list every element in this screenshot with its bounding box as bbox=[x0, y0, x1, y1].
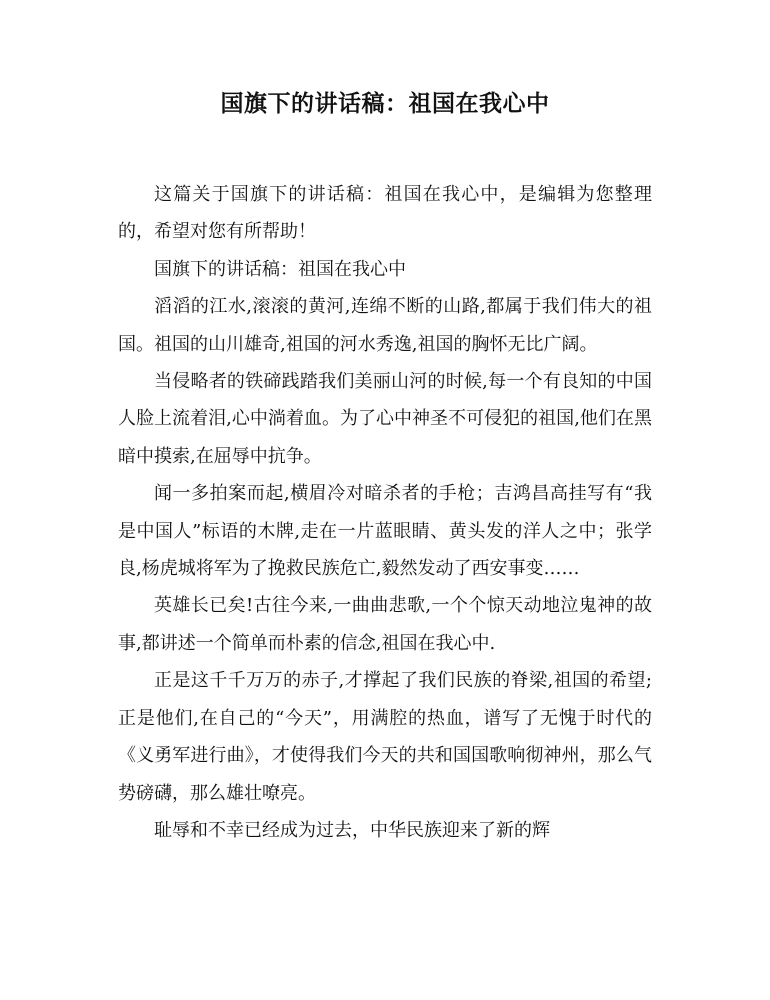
paragraph: 闻一多拍案而起,横眉冷对暗杀者的手枪；吉鸿昌高挂写有“我是中国人”标语的木牌,走在一片蓝眼睛、黄头发的洋人之中；张学良,杨虎城将军为了挽救民族危亡,毅然发动了西安事变…… bbox=[118, 483, 652, 580]
paragraph: 正是这千千万万的赤子,才撑起了我们民族的脊梁,祖国的希望;正是他们,在自己的“今天”，用满腔的热血，谱写了无愧于时代的《义勇军进行曲》，才使得我们今天的共和国国歌响彻神州，那么气势磅礴，那么雄壮嘹亮。 bbox=[118, 670, 652, 804]
document-title: 国旗下的讲话稿：祖国在我心中 bbox=[220, 91, 550, 117]
document-body bbox=[118, 176, 652, 849]
paragraph: 滔滔的江水,滚滚的黄河,连绵不断的山路,都属于我们伟大的祖国。祖国的山川雄奇,祖国的河水秀逸,祖国的胸怀无比广阔。 bbox=[118, 296, 652, 355]
paragraph: 耻辱和不幸已经成为过去，中华民族迎来了新的辉 bbox=[154, 819, 550, 841]
paragraph: 当侵略者的铁碲践踏我们美丽山河的时候,每一个有良知的中国人脸上流着泪,心中淌着血。为了心中神圣不可侵犯的祖国,他们在黑暗中摸索,在屈辱中抗争。 bbox=[118, 371, 652, 467]
paragraph-subtitle: 国旗下的讲话稿：祖国在我心中 bbox=[154, 258, 406, 280]
paragraph: 英雄长已矣!古往今来,一曲曲悲歌,一个个惊天动地泣鬼神的故事,都讲述一个简单而朴素的信念,祖国在我心中. bbox=[118, 595, 652, 654]
paragraph-intro: 这篇关于国旗下的讲话稿：祖国在我心中，是编辑为您整理的，希望对您有所帮助！ bbox=[118, 184, 652, 243]
